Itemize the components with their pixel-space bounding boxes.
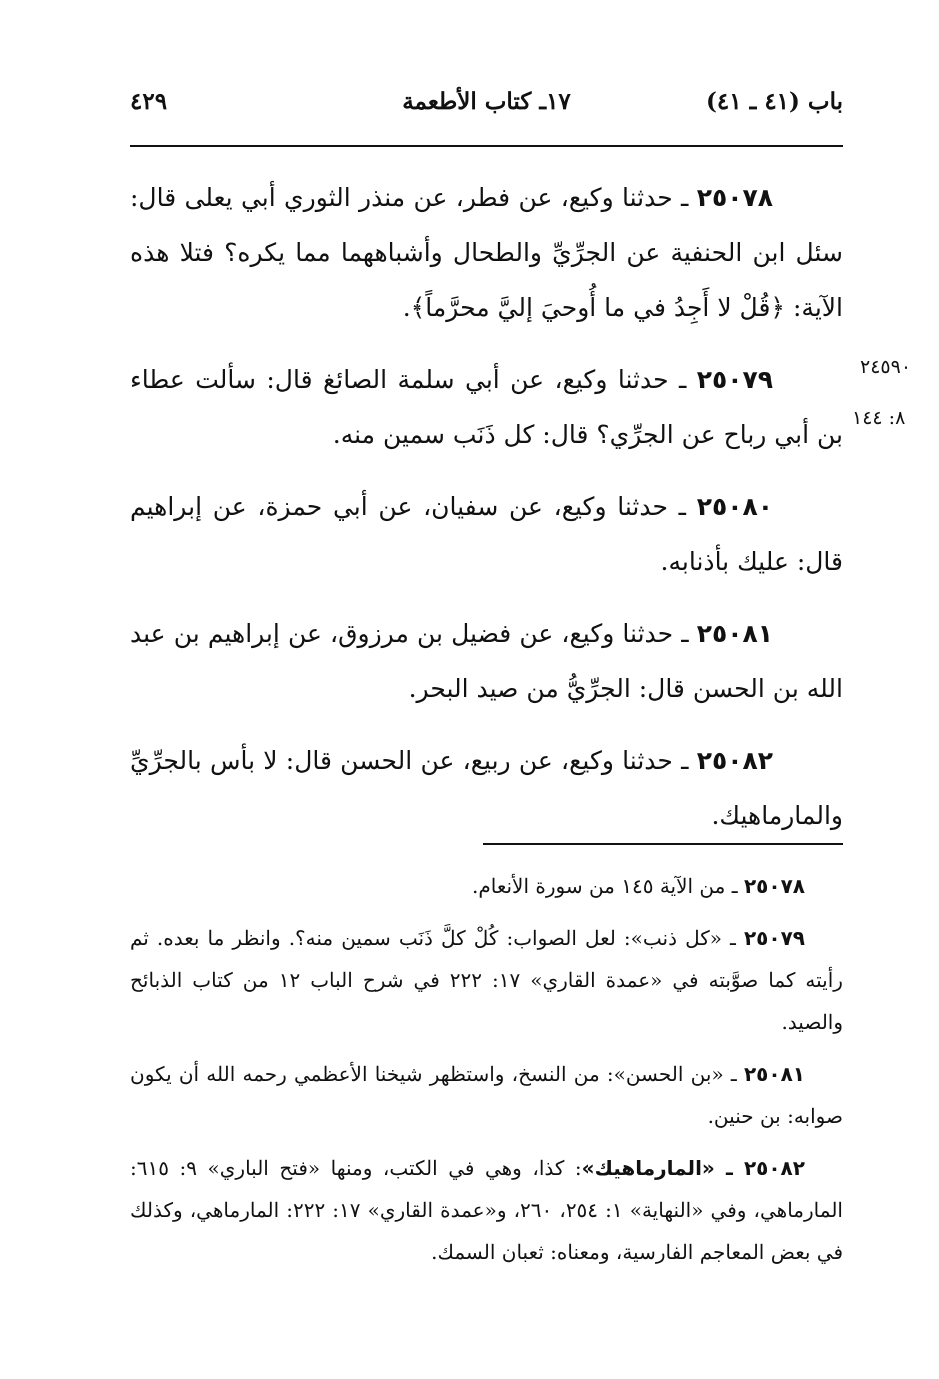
hadith-text: ـ حدثنا وكيع، عن سفيان، عن أبي حمزة، عن إبراهيم قال: عليك بأذنابه. [130,492,843,576]
margin-reference: ٢٤٥٩٠ [860,356,912,378]
main-text [130,170,843,860]
header-divider [130,145,843,147]
footnote-number: ٢٥٠٧٨ [743,874,805,898]
footnotes [130,865,843,1283]
hadith-text: ـ حدثنا وكيع، عن فطر، عن منذر الثوري أبي يعلى قال: سئل ابن الحنفية عن الجرِّيِّ والطحال وأشباههما مما يكره؟ فتلا هذه الآية: ﴿قُلْ لا أَجِدُ في ما أُوحيَ إليَّ محرَّماً﴾. [130,183,843,322]
hadith-number: ٢٥٠٧٩ [696,365,773,394]
hadith-number: ٢٥٠٧٨ [696,183,773,212]
hadith-number: ٢٥٠٨١ [696,619,773,648]
hadith-entry [130,479,843,589]
hadith-text: ـ حدثنا وكيع، عن ربيع، عن الحسن قال: لا بأس بالجرِّيِّ والمارماهيك. [130,746,843,830]
footnote [130,1053,843,1137]
footnote [130,1147,843,1273]
hadith-entry [130,606,843,716]
hadith-text: ـ حدثنا وكيع، عن أبي سلمة الصائغ قال: سألت عطاء بن أبي رباح عن الجرِّي؟ قال: كل ذَنَب سمين منه. [130,365,843,449]
page-number: ٤٢٩ [130,88,168,115]
footnote [130,917,843,1043]
margin-reference: ٨: ١٤٤ [852,407,906,429]
footnote-text: ـ «كل ذنب»: لعل الصواب: كُلْ كلَّ ذَنَب سمين منه؟. وانظر ما بعده. ثم رأيته كما صوَّبته في «عمدة القاري» ١٧: ٢٢٢ في شرح الباب ١٢ من كتاب الذبائح والصيد. [130,926,843,1034]
footnote-text: : كذا، وهي في الكتب، ومنها «فتح الباري» ٩: ٦١٥: المارماهي، وفي «النهاية» ١: ٢٥٤، ٢٦٠، و«عمدة القاري» ١٧: ٢٢٢: المارماهي، وكذلك في بعض المعاجم الفارسية، ومعناه: ثعبان السمك. [130,1156,843,1264]
chapter-heading: باب (٤١ ـ ٤١) [705,88,843,115]
footnote [130,865,843,907]
hadith-text: ـ حدثنا وكيع، عن فضيل بن مرزوق، عن إبراهيم بن عبد الله بن الحسن قال: الجرِّيُّ من صيد البحر. [130,619,843,703]
hadith-entry [130,352,843,462]
hadith-entry [130,733,843,843]
hadith-number: ٢٥٠٨٠ [696,492,773,521]
footnote-number: ٢٥٠٧٩ [743,926,805,950]
book-title: ١٧ـ كتاب الأطعمة [402,88,571,115]
hadith-entry [130,170,843,335]
footnote-divider [483,843,843,845]
footnote-number: ٢٥٠٨١ [743,1062,805,1086]
page-header [130,88,843,128]
footnote-text: ـ من الآية ١٤٥ من سورة الأنعام. [471,874,744,898]
hadith-number: ٢٥٠٨٢ [696,746,773,775]
footnote-number: ٢٥٠٨٢ ـ «المارماهيك» [581,1156,805,1180]
footnote-text: ـ «بن الحسن»: من النسخ، واستظهر شيخنا الأعظمي رحمه الله أن يكون صوابه: بن حنين. [130,1062,843,1128]
